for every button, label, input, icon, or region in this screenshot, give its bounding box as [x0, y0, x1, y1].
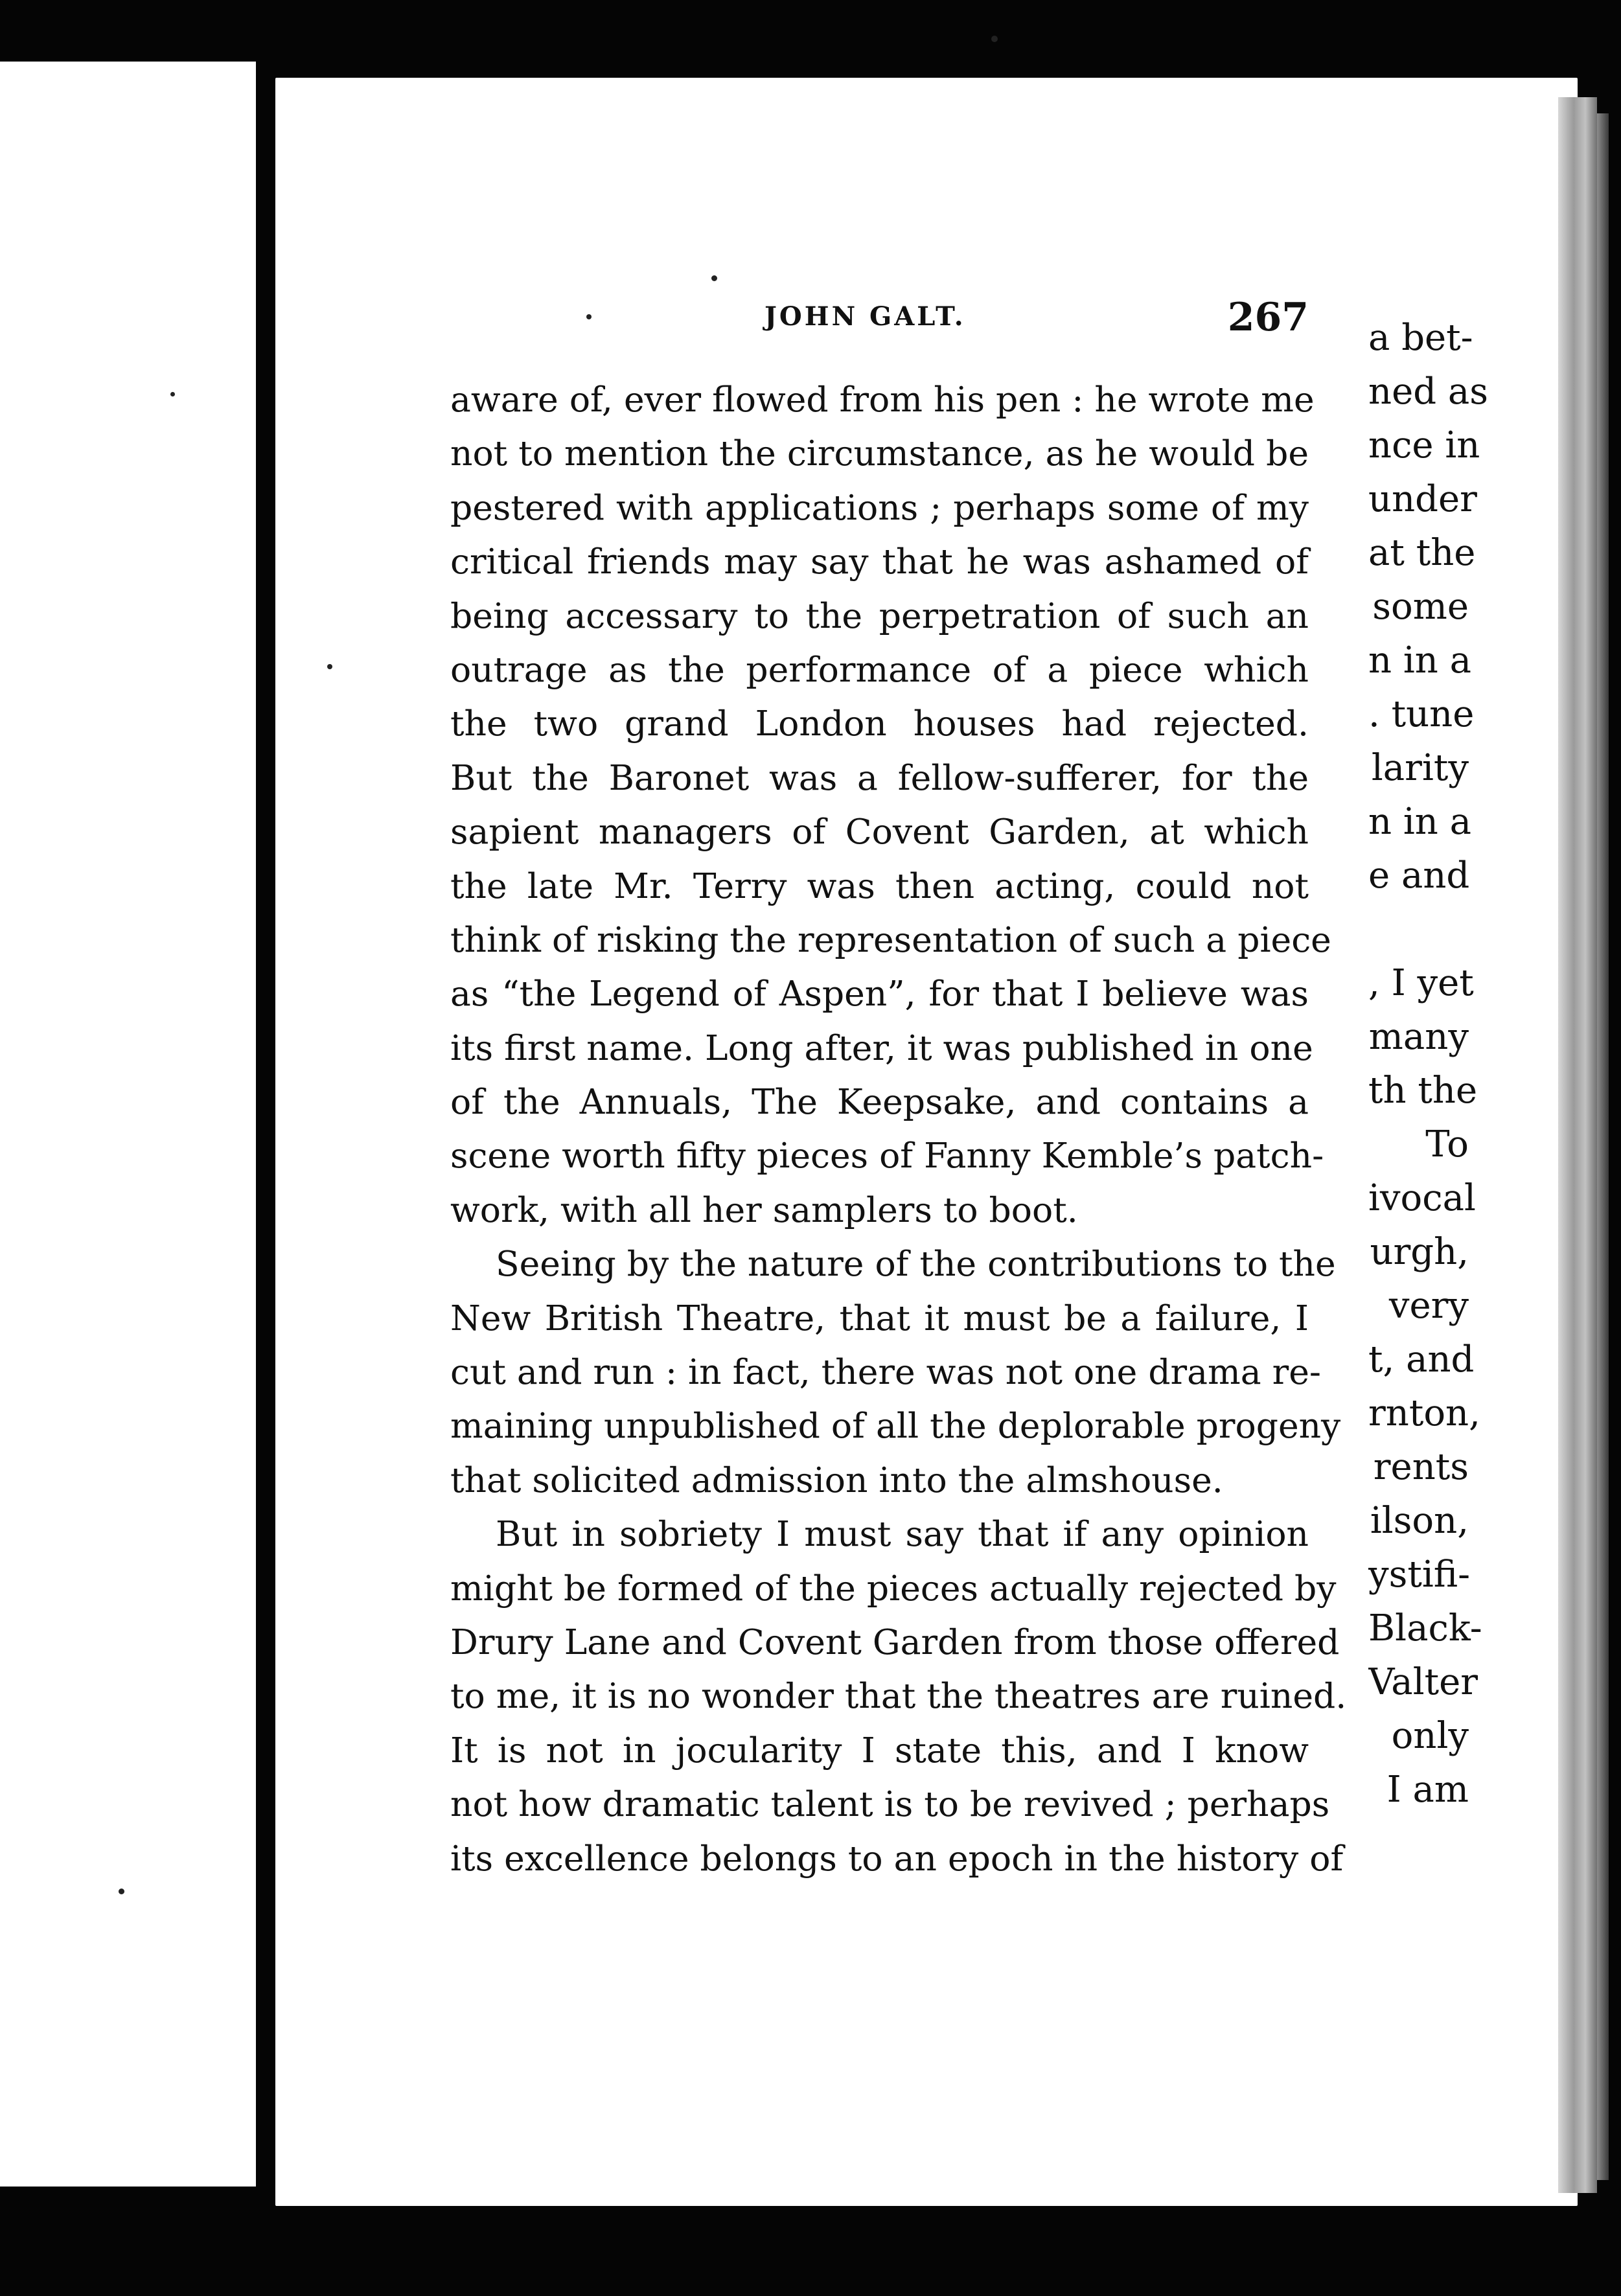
text-line: its excellence belongs to an epoch in the history of: [450, 1837, 1344, 1879]
left-fragment: rents: [1373, 1446, 1469, 1488]
paragraph: [450, 373, 1331, 1237]
text-line: aware of, ever flowed from his pen : he wrote me: [450, 379, 1315, 420]
left-fragment: many: [1368, 1016, 1469, 1058]
text-line: Drury Lane and Covent Garden from those offered: [450, 1621, 1340, 1662]
left-fragment: ivocal: [1368, 1177, 1476, 1219]
scan-speck: [586, 314, 592, 319]
text-line: outrage as the performance of a piece which: [450, 649, 1309, 690]
text-line: the two grand London houses had rejected.: [450, 703, 1309, 744]
text-line: scene worth fifty pieces of Fanny Kemble’s patch-: [450, 1135, 1324, 1177]
left-fragment: e and: [1368, 855, 1470, 897]
text-line: sapient managers of Covent Garden, at which: [450, 811, 1309, 853]
left-fragment: n in a: [1368, 639, 1472, 682]
text-line: being accessary to the perpetration of such an: [450, 595, 1309, 636]
text-line: New British Theatre, that it must be a failure, I: [450, 1297, 1309, 1338]
left-fragment: under: [1368, 478, 1477, 520]
text-line: work, with all her samplers to boot.: [450, 1189, 1078, 1230]
text-line: might be formed of the pieces actually rejected by: [450, 1567, 1337, 1609]
text-line: cut and run : in fact, there was not one drama re-: [450, 1351, 1321, 1393]
text-line: the late Mr. Terry was then acting, could not: [450, 865, 1309, 906]
text-line: But in sobriety I must say that if any opinion: [496, 1513, 1309, 1555]
left-fragment: n in a: [1368, 801, 1472, 843]
text-line: It is not in jocularity I state this, and I know: [450, 1729, 1309, 1771]
book-gutter: [256, 52, 275, 2190]
left-fragment: Black-: [1368, 1607, 1482, 1649]
left-fragment: rnton,: [1368, 1392, 1480, 1434]
left-fragment: nce in: [1368, 424, 1480, 466]
running-head: [454, 295, 1309, 347]
text-line: that solicited admission into the almshouse.: [450, 1459, 1223, 1500]
left-fragment: I am: [1386, 1769, 1469, 1811]
text-line: not to mention the circumstance, as he would be: [450, 433, 1309, 474]
text-line: of the Annuals, The Keepsake, and contains a: [450, 1081, 1309, 1123]
scan-speck: [711, 275, 717, 281]
left-fragment: ned as: [1368, 371, 1488, 413]
text-line: as “the Legend of Aspen”, for that I believe was: [450, 973, 1309, 1015]
left-page-text: [1368, 311, 1621, 1817]
left-fragment: some: [1372, 586, 1469, 628]
text-line: to me, it is no wonder that the theatres are ruined.: [450, 1675, 1347, 1717]
scan-speck: [170, 392, 175, 396]
text-line: pestered with applications ; perhaps some of my: [450, 487, 1309, 528]
left-fragment: very: [1388, 1285, 1469, 1327]
left-fragment: . tune: [1368, 693, 1475, 735]
text-line: maining unpublished of all the deplorable progeny: [450, 1405, 1341, 1447]
left-fragment: t, and: [1368, 1338, 1475, 1381]
paragraph: [450, 1237, 1341, 1507]
left-fragment: th the: [1368, 1070, 1478, 1112]
running-title: JOHN GALT.: [765, 301, 966, 332]
paragraph: [450, 1507, 1347, 1885]
left-fragment: , I yet: [1368, 962, 1474, 1004]
text-line: Seeing by the nature of the contributions to the: [496, 1243, 1336, 1285]
left-fragment: at the: [1368, 532, 1476, 574]
text-line: not how dramatic talent is to be revived ; perhaps: [450, 1784, 1330, 1825]
left-fragment: Valter: [1368, 1661, 1478, 1703]
scan-speck: [119, 1888, 124, 1894]
scan-speck: [327, 664, 332, 669]
text-line: think of risking the representation of such a piece: [450, 919, 1331, 960]
left-fragment: [1368, 902, 1621, 956]
text-line: But the Baronet was a fellow-sufferer, for the: [450, 757, 1309, 798]
text-line: its first name. Long after, it was published in one: [450, 1027, 1313, 1068]
left-fragment: urgh,: [1370, 1231, 1469, 1273]
page-number: 267: [1227, 295, 1309, 340]
text-line: critical friends may say that he was ashamed of: [450, 541, 1309, 582]
left-fragment: ilson,: [1370, 1500, 1469, 1542]
left-fragment: To: [1425, 1123, 1469, 1165]
left-fragment: ystifi-: [1368, 1554, 1471, 1596]
left-fragment: larity: [1371, 747, 1469, 789]
body-text: [450, 373, 1347, 1885]
left-page: [0, 62, 256, 2187]
scan-speck: [991, 36, 998, 42]
left-fragment: a bet-: [1368, 317, 1473, 359]
left-fragment: only: [1391, 1715, 1469, 1757]
